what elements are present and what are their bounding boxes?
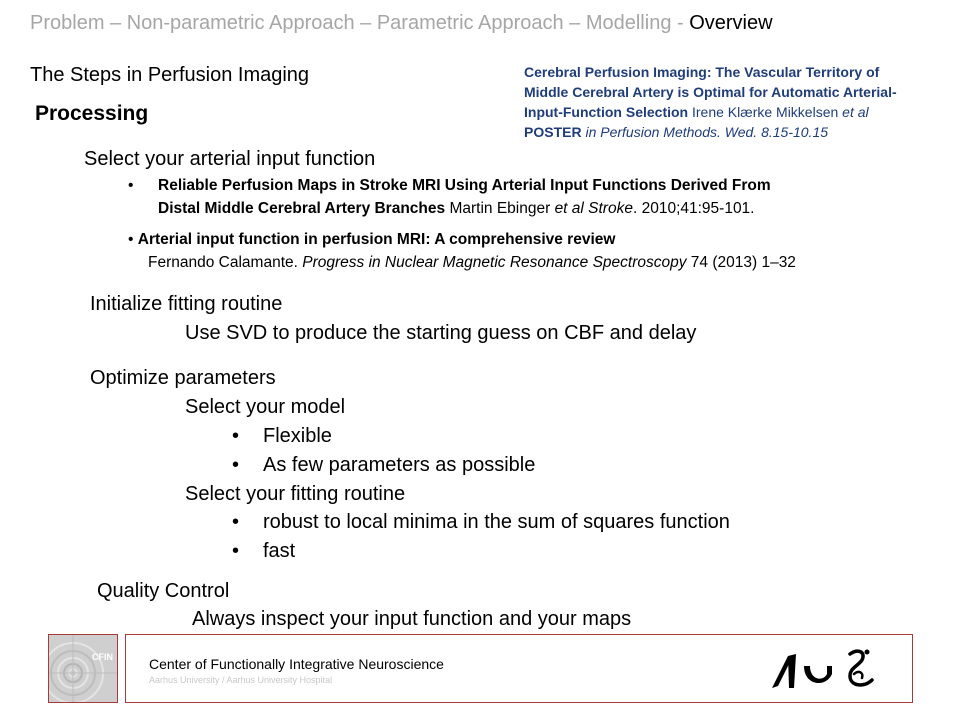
list-item	[232, 454, 239, 477]
cfin-logo	[48, 634, 118, 703]
poster-author: Irene Klærke Mikkelsen	[688, 104, 843, 120]
ref1-citation: . 2010;41:95-101.	[632, 200, 755, 217]
poster-line3	[524, 102, 897, 122]
spiral-logo-icon	[49, 635, 117, 702]
slide-subtitle: The Steps in Perfusion Imaging	[30, 64, 310, 86]
breadcrumb	[30, 12, 773, 35]
model-item-flexible: Flexible	[263, 425, 332, 447]
list-item	[232, 425, 239, 448]
poster-label: POSTER	[524, 124, 582, 140]
list-item	[232, 540, 239, 563]
ref1-title-line1: Reliable Perfusion Maps in Stroke MRI Using Arterial Input Functions Derived From	[158, 177, 771, 194]
model-item-few-params: As few parameters as possible	[263, 454, 536, 476]
aarhus-university-logo-icon	[766, 644, 886, 694]
aif-reference-2	[128, 228, 796, 274]
ref1-etal: et al Stroke	[554, 200, 633, 217]
footer-title: Center of Functionally Integrative Neuroscience	[149, 656, 444, 672]
breadcrumb-path: Problem – Non-parametric Approach – Parametric Approach – Modelling -	[30, 12, 690, 34]
poster-title-line3: Input-Function Selection	[524, 104, 689, 120]
bullet-dot: •	[232, 540, 240, 562]
step-qc-detail: Always inspect your input function and your maps	[192, 608, 632, 630]
bullet-dot: •	[128, 177, 134, 194]
ref1-title-line2: Distal Middle Cerebral Artery Branches	[158, 200, 446, 217]
poster-title-line2: Middle Cerebral Artery is Optimal for Automatic Arterial-	[524, 84, 897, 100]
ref2-author: Fernando Calamante.	[148, 254, 303, 271]
step-init-heading: Initialize fitting routine	[90, 293, 283, 315]
routine-heading: Select your fitting routine	[185, 483, 406, 505]
step-optimize-heading: Optimize parameters	[90, 367, 276, 389]
list-item	[232, 511, 239, 534]
footer-subtitle: Aarhus University / Aarhus University Hospital	[149, 675, 333, 685]
poster-reference	[524, 62, 897, 142]
poster-title-line1: Cerebral Perfusion Imaging: The Vascular Territory of	[524, 64, 880, 80]
step-init-detail: Use SVD to produce the starting guess on CBF and delay	[185, 322, 697, 344]
bullet-dot: •	[232, 511, 240, 533]
routine-item-robust: robust to local minima in the sum of squares function	[263, 511, 730, 533]
ref2-title: Arterial input function in perfusion MRI: A comprehensive review	[137, 231, 616, 248]
poster-session: in Perfusion Methods. Wed. 8.15-10.15	[581, 124, 829, 140]
poster-etal: et al	[842, 104, 869, 120]
footer-bar	[125, 634, 913, 703]
poster-line4	[524, 122, 897, 142]
bullet-dot: •	[232, 454, 240, 476]
model-heading: Select your model	[185, 396, 346, 418]
breadcrumb-current: Overview	[689, 12, 773, 34]
routine-item-fast: fast	[263, 540, 296, 562]
bullet-dot: •	[128, 231, 134, 248]
bullet-dot: •	[232, 425, 240, 447]
step-aif-heading: Select your arterial input function	[84, 148, 376, 170]
aif-reference-1	[128, 174, 771, 220]
cfin-logo-text: CFIN	[92, 652, 113, 662]
ref1-author: Martin Ebinger	[445, 200, 555, 217]
step-qc-heading: Quality Control	[97, 580, 230, 602]
ref2-citation: 74 (2013) 1–32	[686, 254, 796, 271]
section-title: Processing	[35, 102, 149, 125]
ref2-journal: Progress in Nuclear Magnetic Resonance Spectroscopy	[302, 254, 687, 271]
